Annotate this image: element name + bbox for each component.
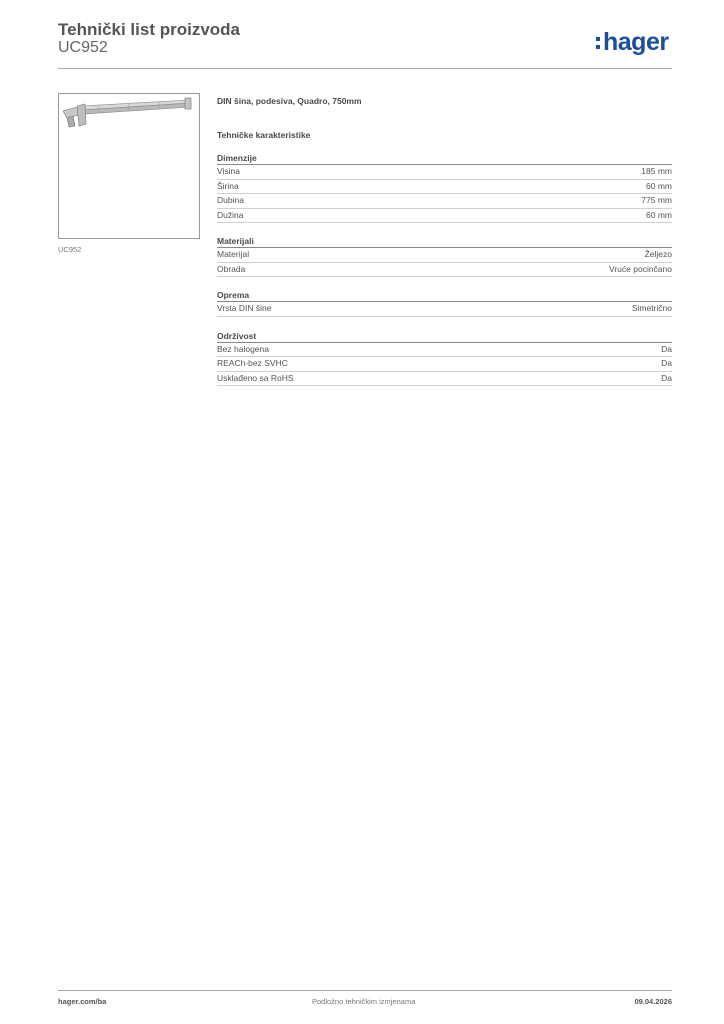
section-oprema (217, 289, 672, 317)
spec-row (217, 357, 672, 372)
spec-value: 185 mm (641, 166, 672, 176)
section-title: Materijali (217, 235, 672, 248)
spec-label: Dužina (217, 209, 244, 220)
section-odrzivost (217, 330, 672, 387)
section-title: Oprema (217, 289, 672, 302)
spec-label: Materijal (217, 249, 250, 259)
footer-website-link[interactable]: hager.com/ba (58, 997, 107, 1006)
spec-row (217, 248, 672, 263)
spec-value: Vruće pocinčano (608, 263, 672, 274)
spec-row (217, 209, 672, 224)
product-image (58, 93, 200, 239)
page-title: Tehnički list proizvoda (58, 20, 240, 39)
spec-row (217, 263, 672, 278)
footer-note: Podložno tehničkim izmjenama (312, 997, 416, 1006)
spec-value: 60 mm (646, 209, 672, 220)
spec-row (217, 343, 672, 358)
spec-label: Obrada (217, 263, 246, 274)
spec-row (217, 194, 672, 209)
section-dimenzije (217, 152, 672, 223)
header-divider (58, 68, 672, 69)
spec-label: REACh-bez SVHC (217, 358, 288, 368)
spec-content (217, 96, 672, 386)
spec-row (217, 180, 672, 195)
logo-dots-icon (596, 34, 601, 51)
section-materijali (217, 235, 672, 277)
logo-text: hager (603, 28, 669, 56)
spec-label: Visina (217, 166, 240, 176)
spec-value: 60 mm (646, 180, 672, 191)
spec-value: Da (661, 343, 672, 354)
section-title: Dimenzije (217, 152, 672, 165)
characteristics-heading: Tehničke karakteristike (217, 130, 311, 140)
spec-label: Vrsta DIN šine (217, 303, 272, 313)
footer-divider (58, 990, 672, 991)
spec-value: Željezo (644, 249, 672, 259)
image-caption: UC952 (58, 245, 82, 254)
spec-label: Bez halogena (217, 343, 269, 354)
spec-row (217, 165, 672, 180)
din-rail-image (59, 94, 199, 238)
spec-row (217, 372, 672, 387)
spec-value: 775 mm (641, 195, 672, 205)
spec-row (217, 302, 672, 317)
spec-value: Da (661, 358, 672, 368)
section-title: Održivost (217, 330, 672, 343)
footer-date: 09.04.2026 (634, 997, 672, 1006)
spec-label: Širina (217, 180, 239, 191)
spec-label: Usklađeno sa RoHS (217, 372, 294, 383)
hager-logo[interactable] (596, 28, 669, 57)
spec-value: Simetrično (631, 303, 672, 313)
product-title: DIN šina, podesiva, Quadro, 750mm (217, 96, 362, 106)
product-code: UC952 (58, 39, 108, 56)
spec-label: Dubina (217, 195, 244, 205)
spec-value: Da (661, 372, 672, 383)
